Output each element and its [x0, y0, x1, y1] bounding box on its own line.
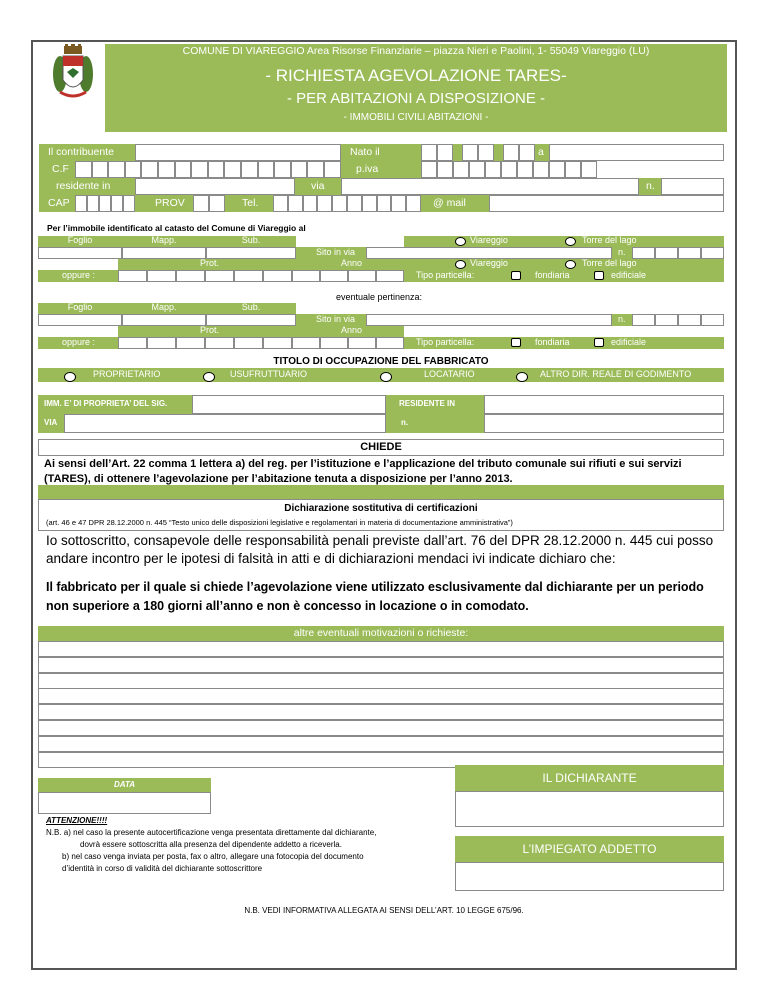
prov-box-1[interactable] [193, 195, 209, 212]
dichiarante-signature-box[interactable] [455, 791, 724, 827]
tipo-label: Tipo particella: [416, 337, 475, 347]
sub-label: Sub. [241, 302, 261, 312]
cap-digit-box[interactable] [75, 195, 87, 212]
locatario-radio[interactable] [380, 372, 392, 382]
torre-del-lago-label: Torre del lago [582, 235, 637, 245]
cf-digit-box[interactable] [125, 161, 142, 178]
notice-a-line2: dovrà essere sottoscritta alla presenza del dipendente addetto a riceverla. [80, 840, 342, 849]
via-input[interactable] [341, 178, 639, 195]
cf-digit-box[interactable] [324, 161, 341, 178]
cf-digit-box[interactable] [224, 161, 241, 178]
coat-of-arms-icon [50, 44, 96, 102]
piva-digit-box[interactable] [501, 161, 517, 178]
form-title: - RICHIESTA AGEVOLAZIONE TARES- [265, 66, 567, 85]
location-bar-2 [404, 259, 724, 270]
viareggio-label: Viareggio [470, 235, 508, 245]
edificiale-checkbox[interactable] [594, 338, 604, 347]
anno-digit-box[interactable] [320, 270, 348, 282]
prot-label: Prot. [200, 325, 220, 335]
sub-input[interactable] [206, 314, 296, 326]
cf-digit-box[interactable] [158, 161, 175, 178]
sito-label: Sito in via [316, 314, 356, 324]
tel-digit-box[interactable] [288, 195, 303, 212]
prot-digit-box[interactable] [263, 270, 292, 282]
prot-digit-box[interactable] [205, 270, 234, 282]
cf-digit-box[interactable] [92, 161, 109, 178]
tel-digit-box[interactable] [332, 195, 347, 212]
prot-digit-box[interactable] [118, 270, 147, 282]
locatario-label: LOCATARIO [424, 369, 475, 379]
owner-input[interactable] [192, 395, 386, 414]
cap-digit-box[interactable] [87, 195, 99, 212]
piva-digit-box[interactable] [469, 161, 485, 178]
oppure-label: oppure : [62, 270, 96, 280]
mapp-label: Mapp. [151, 302, 177, 312]
prot-digit-box[interactable] [234, 270, 263, 282]
foglio-input[interactable] [38, 247, 122, 259]
piva-label [341, 161, 421, 178]
cap-digit-box[interactable] [111, 195, 123, 212]
cap-digit-box[interactable] [99, 195, 111, 212]
mail-input[interactable] [489, 195, 724, 212]
piva-digit-box[interactable] [437, 161, 453, 178]
other-line[interactable] [38, 736, 724, 752]
mapp-input[interactable] [122, 247, 206, 259]
piva-digit-box[interactable] [453, 161, 469, 178]
piva-digit-box[interactable] [565, 161, 581, 178]
prot-digit-box[interactable] [234, 337, 263, 349]
header-address: COMUNE DI VIAREGGIO Area Risorse Finanziarie – piazza Nieri e Paolini, 1- 55049 Viareggio (LU) [182, 45, 650, 57]
anno-digit-box[interactable] [292, 270, 320, 282]
fondiaria-checkbox[interactable] [511, 271, 521, 280]
n-digit-box[interactable] [701, 314, 724, 326]
contribuente-input[interactable] [135, 144, 341, 161]
impiegato-label: L’IMPIEGATO ADDETTO [522, 842, 657, 856]
civic-number-input[interactable] [661, 178, 724, 195]
notice-a-line1: N.B. a) nel caso la presente autocertificazione venga presentata direttamente dal dichiarante, [46, 828, 377, 837]
declaration-statement: Il fabbricato per il quale si chiede l’agevolazione viene utilizzato esclusivamente dal dichiarante per un periodo non superiore a 180 giorni all’anno e non è concesso in locazione o in comodato. [46, 580, 704, 613]
altro-diritto-label: ALTRO DIR. REALE DI GODIMENTO [540, 369, 692, 379]
cf-digit-box[interactable] [75, 161, 92, 178]
tel-digit-box[interactable] [391, 195, 406, 212]
residente-input[interactable] [135, 178, 295, 195]
sito-input[interactable] [366, 314, 612, 326]
tel-digit-box[interactable] [377, 195, 392, 212]
altro-diritto-radio[interactable] [516, 372, 528, 382]
occupation-heading: TITOLO DI OCCUPAZIONE DEL FABBRICATO [273, 356, 489, 367]
anno-digit-box[interactable] [376, 337, 404, 349]
data-label: DATA [113, 780, 136, 789]
other-heading: altre eventuali motivazioni o richieste: [293, 627, 469, 639]
sub-label: Sub. [241, 235, 261, 245]
cf-digit-box[interactable] [141, 161, 158, 178]
foglio-input[interactable] [38, 314, 122, 326]
request-text: Ai sensi dell’Art. 22 comma 1 lettera a) del reg. per l’istituzione e l’applicazione del tributo comunale sui rifiuti e sui servizi (TARES), di ottenere l’agevolazione per l’abitazione tenuta a disposizione per l’anno 2013. [44, 458, 682, 485]
prot-digit-box[interactable] [176, 270, 205, 282]
cf-digit-box[interactable] [241, 161, 258, 178]
prot-digit-box[interactable] [263, 337, 292, 349]
anno-digit-box[interactable] [292, 337, 320, 349]
tel-digit-box[interactable] [406, 195, 421, 212]
cf-digit-box[interactable] [291, 161, 308, 178]
foglio-label: Foglio [67, 302, 93, 312]
other-line[interactable] [38, 673, 724, 689]
n-digit-box[interactable] [701, 247, 724, 259]
edificiale-label: edificiale [611, 270, 647, 280]
oppure-label: oppure : [62, 337, 96, 347]
viareggio-radio-2[interactable] [455, 260, 466, 269]
anno-digit-box[interactable] [320, 337, 348, 349]
prov-box-2[interactable] [209, 195, 225, 212]
prot-label: Prot. [200, 258, 220, 268]
tel-digit-box[interactable] [347, 195, 362, 212]
viareggio-radio[interactable] [455, 237, 466, 246]
prot-digit-box[interactable] [176, 337, 205, 349]
torre-del-lago-radio-2[interactable] [565, 260, 576, 269]
form-subtitle: - IMMOBILI CIVILI ABITAZIONI - [343, 112, 489, 123]
owner-n-input[interactable] [484, 414, 724, 433]
n-digit-box[interactable] [632, 314, 655, 326]
property-intro: Per l’immobile identificato al catasto del Comune di Viareggio al [47, 223, 306, 233]
edificiale-checkbox[interactable] [594, 271, 604, 280]
anno-digit-box[interactable] [376, 270, 404, 282]
owner-residente-input[interactable] [484, 395, 724, 414]
n-digit-box[interactable] [678, 247, 701, 259]
cf-digit-box[interactable] [307, 161, 324, 178]
cf-digit-box[interactable] [108, 161, 125, 178]
anno-label: Anno [341, 325, 363, 335]
viareggio-label-2: Viareggio [470, 258, 508, 268]
dichiarante-label: IL DICHIARANTE [542, 771, 637, 785]
other-line[interactable] [38, 704, 724, 720]
cf-digit-box[interactable] [258, 161, 275, 178]
declaration-reference: (art. 46 e 47 DPR 28.12.2000 n. 445 “Testo unico delle disposizioni legislative e regolamentari in materia di documentazione amministrativa”) [46, 518, 513, 527]
piva-digit-box[interactable] [485, 161, 501, 178]
cf-digit-box[interactable] [191, 161, 208, 178]
prot-digit-box[interactable] [205, 337, 234, 349]
tel-digit-box[interactable] [303, 195, 318, 212]
pertinenza-label: eventuale pertinenza: [336, 292, 423, 302]
impiegato-signature-box[interactable] [455, 862, 724, 891]
prot-digit-box[interactable] [147, 337, 176, 349]
tel-digit-box[interactable] [317, 195, 332, 212]
mapp-label: Mapp. [151, 235, 177, 245]
fondiaria-checkbox[interactable] [511, 338, 521, 347]
declaration-body: Io sottoscritto, consapevole delle responsabilità penali previste dall’art. 76 del DPR 28.12.2000 n. 445 cui posso andare incontro per le ipotesi di falsità in atti e di dichiarazioni mendaci ivi indicate dichiaro che: [46, 533, 714, 566]
notice-b-line1: b) nel caso venga inviata per posta, fax o altro, allegare una fotocopia del documento [62, 852, 364, 861]
fondiaria-label: fondiaria [535, 270, 570, 280]
cf-digit-box[interactable] [274, 161, 291, 178]
piva-digit-box[interactable] [421, 161, 437, 178]
cap-digit-box[interactable] [123, 195, 135, 212]
piva-digit-box[interactable] [581, 161, 597, 178]
anno-digit-box[interactable] [348, 270, 376, 282]
declaration-heading: Dichiarazione sostitutiva di certificazioni [284, 503, 478, 514]
notice-b-line2: d’identità in corso di validità del dichiarante sottoscrittore [62, 864, 263, 873]
tipo-label: Tipo particella: [416, 270, 475, 280]
cf-digit-box[interactable] [175, 161, 192, 178]
anno-label: Anno [341, 258, 363, 268]
chiede-heading: CHIEDE [360, 441, 402, 453]
torre-del-lago-label-2: Torre del lago [582, 258, 637, 268]
attenzione-label: ATTENZIONE!!!! [46, 816, 108, 825]
n-digit-box[interactable] [655, 314, 678, 326]
other-line[interactable] [38, 641, 724, 657]
tel-digit-box[interactable] [273, 195, 288, 212]
usufruttuario-label: USUFRUTTUARIO [230, 369, 307, 379]
owner-via-input[interactable] [64, 414, 386, 433]
proprietario-label: PROPRIETARIO [93, 369, 161, 379]
tel-digit-box[interactable] [362, 195, 377, 212]
fondiaria-label: fondiaria [535, 337, 570, 347]
piva-digit-box[interactable] [533, 161, 549, 178]
piva-digit-box[interactable] [517, 161, 533, 178]
mapp-input[interactable] [122, 314, 206, 326]
cf-digit-box[interactable] [208, 161, 225, 178]
form-title-sub: - PER ABITAZIONI A DISPOSIZIONE - [286, 90, 546, 107]
sub-input[interactable] [206, 247, 296, 259]
anno-digit-box[interactable] [348, 337, 376, 349]
prot-digit-box[interactable] [118, 337, 147, 349]
other-line[interactable] [38, 688, 724, 704]
n-label: n. [618, 247, 626, 257]
location-bar [404, 236, 724, 247]
data-input[interactable] [38, 792, 211, 814]
usufruttuario-radio[interactable] [203, 372, 215, 382]
birthplace-input[interactable] [549, 144, 724, 161]
proprietario-radio[interactable] [64, 372, 76, 382]
prot-digit-box[interactable] [147, 270, 176, 282]
torre-del-lago-radio[interactable] [565, 237, 576, 246]
other-line[interactable] [38, 657, 724, 673]
edificiale-label: edificiale [611, 337, 647, 347]
foglio-label: Foglio [67, 235, 93, 245]
n-label: n. [618, 314, 626, 324]
footer-note: N.B. VEDI INFORMATIVA ALLEGATA AI SENSI DELL’ART. 10 LEGGE 675/96. [244, 906, 524, 915]
sito-label: Sito in via [316, 247, 356, 257]
piva-digit-box[interactable] [549, 161, 565, 178]
n-digit-box[interactable] [678, 314, 701, 326]
declaration-band [38, 485, 724, 499]
n-digit-box[interactable] [655, 247, 678, 259]
other-line[interactable] [38, 720, 724, 736]
